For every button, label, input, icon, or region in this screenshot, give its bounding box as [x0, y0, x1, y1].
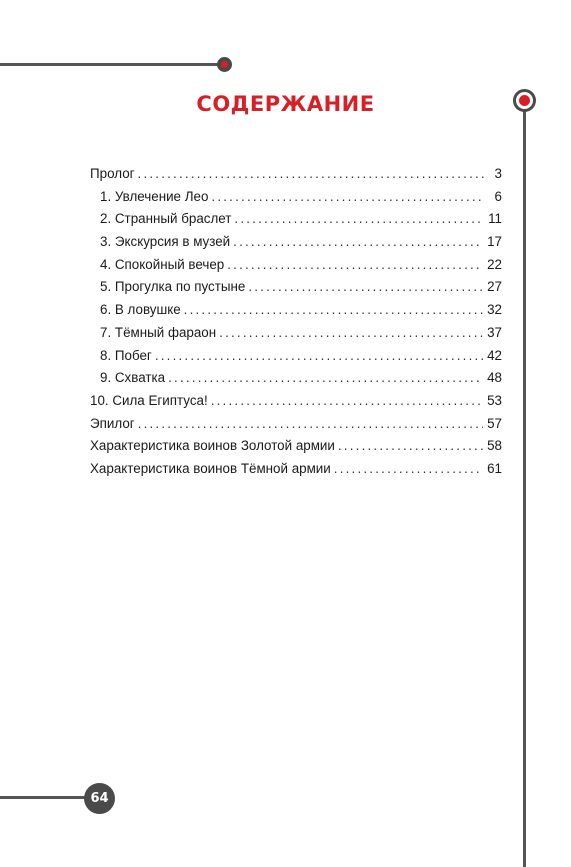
toc-entry-page: 17 [487, 234, 502, 250]
toc-entry-title: 4. Спокойный вечер [100, 256, 225, 272]
toc-entry-page: 11 [488, 211, 502, 227]
toc-entry-page: 48 [487, 370, 502, 386]
right-vertical-line [523, 108, 526, 867]
toc-leader-dots [211, 390, 483, 413]
toc-leader-dots [184, 299, 483, 322]
toc-leader-dots [227, 254, 483, 277]
toc-entry-page: 58 [487, 438, 502, 454]
toc-entry-title: Пролог [90, 166, 135, 181]
toc-entry[interactable] [90, 322, 502, 345]
toc-entry-title: Характеристика воинов Тёмной армии [90, 460, 331, 476]
toc-leader-dots [334, 458, 483, 481]
toc-entry[interactable] [90, 390, 502, 413]
toc-entry-page: 57 [487, 415, 502, 431]
toc-entry-page: 53 [487, 392, 502, 408]
toc-leader-dots [234, 208, 484, 231]
toc-leader-dots [233, 231, 483, 254]
toc-entry-title: Характеристика воинов Золотой армии [90, 438, 335, 454]
bottom-divider-line [0, 796, 90, 799]
toc-entry-title: Эпилог [90, 415, 135, 431]
page-number-badge: 64 [84, 783, 115, 814]
toc-entry-title: 10. Сила Египтуса! [90, 392, 208, 408]
toc-leader-dots [211, 186, 484, 209]
toc-entry-page: 61 [487, 460, 502, 476]
toc-entry[interactable] [90, 458, 502, 481]
toc-leader-dots [138, 413, 483, 436]
toc-entry-page: 37 [487, 324, 502, 340]
toc-entry-title: 8. Побег [100, 347, 152, 363]
toc-leader-dots [168, 367, 483, 390]
toc-leader-dots [155, 345, 483, 368]
toc-entry[interactable] [90, 345, 502, 368]
toc-leader-dots [338, 435, 483, 458]
toc-entry-page: 27 [487, 279, 502, 295]
toc-entry[interactable] [90, 163, 502, 186]
toc-entry[interactable] [90, 276, 502, 299]
toc-entry[interactable] [90, 231, 502, 254]
toc-entry-title: 9. Схватка [100, 370, 166, 386]
toc-entry-title: 2. Странный браслет [100, 211, 232, 227]
toc-entry[interactable] [90, 208, 502, 231]
toc-entry-page: 42 [487, 347, 502, 363]
toc-entry-page: 32 [487, 302, 502, 318]
toc-entry[interactable] [90, 435, 502, 458]
toc-entry[interactable] [90, 186, 502, 209]
top-dot-ornament [217, 57, 232, 72]
toc-entry-page: 6 [494, 188, 502, 204]
toc-entry-title: 3. Экскурсия в музей [100, 234, 231, 250]
toc-entry-title: 7. Тёмный фараон [100, 324, 217, 340]
table-of-contents [90, 163, 502, 481]
toc-entry[interactable] [90, 367, 502, 390]
page-title: СОДЕРЖАНИЕ [196, 92, 375, 116]
toc-entry-page: 3 [494, 166, 502, 181]
toc-leader-dots [219, 322, 483, 345]
toc-entry[interactable] [90, 254, 502, 277]
top-divider-line [0, 63, 222, 66]
toc-leader-dots [248, 276, 483, 299]
toc-entry-title: 5. Прогулка по пустыне [100, 279, 246, 295]
toc-entry-title: 6. В ловушке [100, 302, 181, 318]
toc-entry-title: 1. Увлечение Лео [100, 188, 209, 204]
toc-entry[interactable] [90, 413, 502, 436]
toc-leader-dots [138, 163, 484, 186]
toc-entry-page: 22 [487, 256, 502, 272]
toc-entry[interactable] [90, 299, 502, 322]
